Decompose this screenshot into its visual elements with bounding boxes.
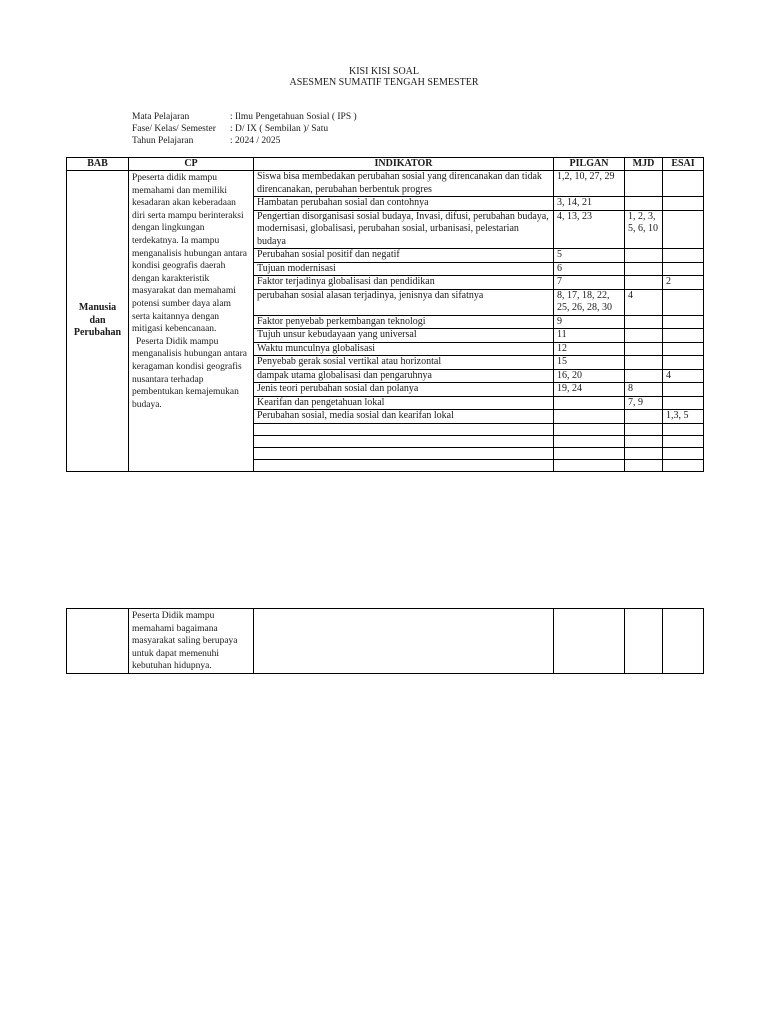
pilgan-cell: [554, 447, 625, 459]
indikator-cell: [254, 423, 554, 435]
mjd-cell: [625, 447, 663, 459]
mjd-cell: [625, 609, 663, 674]
esai-cell: [663, 210, 704, 249]
esai-cell: 4: [663, 369, 704, 383]
mjd-cell: [625, 249, 663, 263]
meta-phase-class-semester: [132, 123, 357, 135]
pilgan-cell: [554, 410, 625, 424]
pilgan-cell: 8, 17, 18, 22, 25, 26, 28, 30: [554, 289, 625, 315]
mjd-cell: [625, 262, 663, 276]
meta-label: Fase/ Kelas/ Semester: [132, 124, 216, 134]
meta-subject: [132, 111, 357, 123]
meta-value: : 2024 / 2025: [230, 136, 281, 146]
mjd-cell: [625, 171, 663, 197]
indikator-cell: Perubahan sosial, media sosial dan kearifan lokal: [254, 410, 554, 424]
table-row: [67, 609, 704, 674]
indikator-cell: Tujuan modernisasi: [254, 262, 554, 276]
pilgan-cell: 19, 24: [554, 383, 625, 397]
pilgan-cell: 3, 14, 21: [554, 197, 625, 211]
indikator-cell: Faktor penyebab perkembangan teknologi: [254, 315, 554, 329]
mjd-cell: [625, 276, 663, 290]
esai-cell: [663, 383, 704, 397]
indikator-cell: Pengertian disorganisasi sosial budaya, Invasi, difusi, perubahan budaya, modernisasi, globalisasi, perubahan sosial, urbanisasi, pelestarian budaya: [254, 210, 554, 249]
meta-academic-year: [132, 135, 357, 147]
esai-cell: [663, 435, 704, 447]
document-title: KISI KISI SOAL: [349, 66, 419, 77]
header-esai: ESAI: [663, 158, 704, 171]
esai-cell: [663, 356, 704, 370]
pilgan-cell: 11: [554, 329, 625, 343]
header-cp: CP: [129, 158, 254, 171]
meta-value: : D/ IX ( Sembilan )/ Satu: [230, 124, 329, 134]
esai-cell: [663, 342, 704, 356]
document-subtitle: ASESMEN SUMATIF TENGAH SEMESTER: [289, 77, 479, 88]
indikator-cell: [254, 447, 554, 459]
indikator-cell: Kearifan dan pengetahuan lokal: [254, 396, 554, 410]
pilgan-cell: 16, 20: [554, 369, 625, 383]
indikator-cell: Jenis teori perubahan sosial dan polanya: [254, 383, 554, 397]
bab-cell: [67, 609, 129, 674]
pilgan-cell: 12: [554, 342, 625, 356]
pilgan-cell: [554, 435, 625, 447]
indikator-cell: [254, 459, 554, 471]
meta-value: : Ilmu Pengetahuan Sosial ( IPS ): [230, 112, 357, 122]
pilgan-cell: [554, 609, 625, 674]
mjd-cell: [625, 315, 663, 329]
pilgan-cell: 4, 13, 23: [554, 210, 625, 249]
header-pilgan: PILGAN: [554, 158, 625, 171]
esai-cell: [663, 249, 704, 263]
mjd-cell: 4: [625, 289, 663, 315]
pilgan-cell: 15: [554, 356, 625, 370]
mjd-cell: 1, 2, 3, 5, 6, 10: [625, 210, 663, 249]
indikator-cell: Waktu munculnya globalisasi: [254, 342, 554, 356]
esai-cell: [663, 609, 704, 674]
mjd-cell: [625, 356, 663, 370]
indikator-cell: Faktor terjadinya globalisasi dan pendidikan: [254, 276, 554, 290]
table-row: [67, 171, 704, 197]
indikator-cell: Siswa bisa membedakan perubahan sosial yang direncanakan dan tidak direncanakan, perubahan berbentuk progres: [254, 171, 554, 197]
indikator-cell: Tujuh unsur kebudayaan yang universal: [254, 329, 554, 343]
grid-table: [66, 157, 704, 472]
esai-cell: [663, 197, 704, 211]
mjd-cell: 7, 9: [625, 396, 663, 410]
esai-cell: [663, 171, 704, 197]
mjd-cell: [625, 410, 663, 424]
pilgan-cell: 7: [554, 276, 625, 290]
indikator-cell: [254, 435, 554, 447]
mjd-cell: [625, 369, 663, 383]
meta-label: Tahun Pelajaran: [132, 136, 194, 146]
esai-cell: [663, 329, 704, 343]
indikator-cell: Penyebab gerak sosial vertikal atau horizontal: [254, 356, 554, 370]
mjd-cell: [625, 435, 663, 447]
pilgan-cell: [554, 423, 625, 435]
esai-cell: [663, 459, 704, 471]
cp-cell: Peserta Didik mampu memahami bagaimana masyarakat saling berupaya untuk dapat memenuhi kebutuhan hidupnya.: [129, 609, 254, 674]
esai-cell: [663, 262, 704, 276]
header-mjd: MJD: [625, 158, 663, 171]
indikator-cell: Hambatan perubahan sosial dan contohnya: [254, 197, 554, 211]
mjd-cell: [625, 459, 663, 471]
table-body: [67, 171, 704, 472]
pilgan-cell: [554, 396, 625, 410]
meta-label: Mata Pelajaran: [132, 112, 190, 122]
mjd-cell: [625, 342, 663, 356]
mjd-cell: [625, 197, 663, 211]
esai-cell: 2: [663, 276, 704, 290]
esai-cell: [663, 396, 704, 410]
pilgan-cell: 1,2, 10, 27, 29: [554, 171, 625, 197]
document-meta: [132, 111, 357, 147]
grid-table-2: [66, 608, 704, 674]
pilgan-cell: [554, 459, 625, 471]
cp-paragraph: Peserta Didik mampu menganalisis hubungan antara keragaman kondisi geografis nusantara terhadap pembentukan kemajemukan budaya.: [132, 336, 248, 410]
indikator-cell: perubahan sosial alasan terjadinya, jenisnya dan sifatnya: [254, 289, 554, 315]
header-indikator: INDIKATOR: [254, 158, 554, 171]
pilgan-cell: 9: [554, 315, 625, 329]
mjd-cell: 8: [625, 383, 663, 397]
indikator-cell: dampak utama globalisasi dan pengaruhnya: [254, 369, 554, 383]
mjd-cell: [625, 423, 663, 435]
esai-cell: [663, 447, 704, 459]
header-bab: BAB: [67, 158, 129, 171]
esai-cell: [663, 423, 704, 435]
esai-cell: 1,3, 5: [663, 410, 704, 424]
bab-cell: Manusia dan Perubahan: [67, 171, 129, 472]
pilgan-cell: 6: [554, 262, 625, 276]
indikator-cell: [254, 609, 554, 674]
cp-cell: [129, 171, 254, 472]
esai-cell: [663, 289, 704, 315]
indikator-cell: Perubahan sosial positif dan negatif: [254, 249, 554, 263]
pilgan-cell: 5: [554, 249, 625, 263]
table-header-row: [67, 158, 704, 171]
esai-cell: [663, 315, 704, 329]
mjd-cell: [625, 329, 663, 343]
cp-paragraph: Ppeserta didik mampu memahami dan memiliki kesadaran akan keberadaan diri serta mampu berinteraksi dengan lingkungan terdekatnya. Ia mampu menganalisis hubungan antara kondisi geografis daerah dengan karakteristik masyarakat dan memahami potensi sumber daya alam serta kaitannya dengan mitigasi kebencanaan.: [132, 173, 248, 335]
